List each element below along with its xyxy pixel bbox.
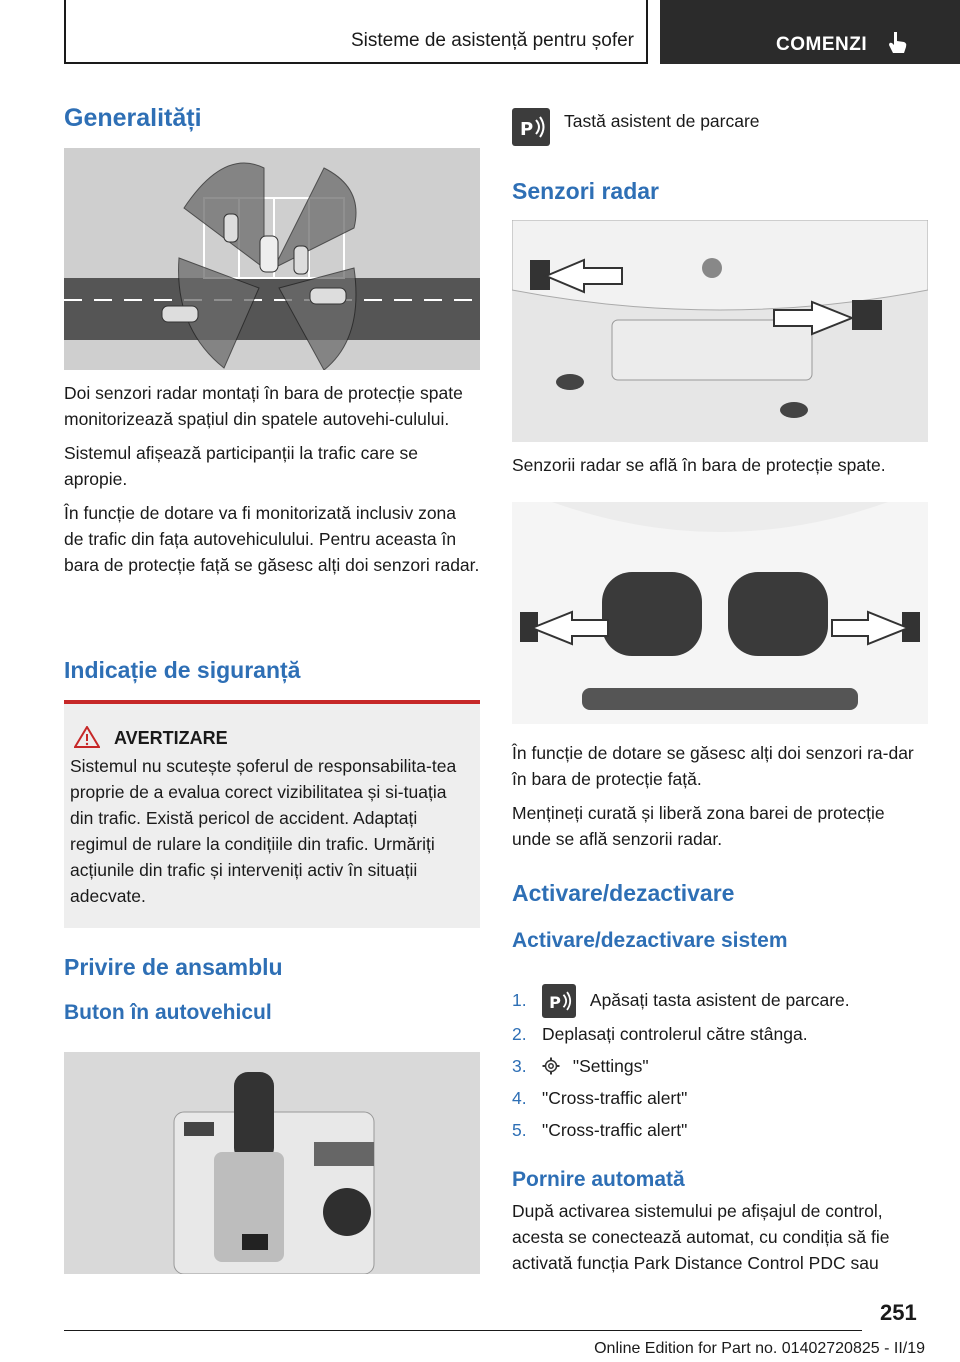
radar-front-text: În funcție de dotare se găsesc alți doi senzori ra-dar în bara de protecție față. [512,743,914,789]
footer-divider [64,1330,862,1331]
gear-icon [542,1057,560,1075]
svg-text:P: P [520,119,534,140]
warning-text: Sistemul nu scutește șoferul de responsabilita-tea proprie de a evalua corect vizibilitatea și si-tuația din trafic. Există pericol de accident. Adaptați regimul de rulare la condițiile din trafic. Urmăriți acțiunile din trafic și interveniți activ în situații adecvate. [70,756,457,906]
center-console-photo [64,1052,480,1274]
radar-zones-diagram [64,148,480,370]
general-paragraph-1: Doi senzori radar montați în bara de protecție spate monitorizează spațiul din spatele autovehi-culului. [64,383,463,429]
heading-auto-start: Pornire automată [512,1168,685,1191]
radar-rear-text: Senzorii radar se află în bara de protecție spate. [512,455,886,475]
list-item: 2. Deplasați controlerul către stânga. [512,1024,808,1045]
heading-button: Buton în autovehicul [64,1001,272,1024]
button-caption: Tastă asistent de parcare [564,111,760,131]
list-item: 5. "Cross-traffic alert" [512,1120,688,1141]
park-assist-button-icon [512,108,550,146]
list-item: 1. P Apăsați tasta asistent de parcare. [512,984,928,1018]
heading-general: Generalități [64,104,202,132]
heading-safety: Indicație de siguranță [64,657,301,683]
heading-activation: Activare/dezactivare [512,880,735,906]
heading-radar: Senzori radar [512,178,659,204]
park-assist-button-icon [542,984,576,1018]
footer-edition: Online Edition for Part no. 01402720825 - II/19 [594,1340,925,1357]
list-item: 3. "Settings" [512,1056,649,1077]
rear-bumper-photo [512,220,928,442]
general-paragraph-3: În funcție de dotare va fi monitorizată inclusiv zona de trafic din fața autovehiculului. Pentru aceasta în bara de protecție față se găsesc alți doi senzori radar. [64,503,480,575]
warning-box [64,700,480,928]
warning-title: AVERTIZARE [114,728,228,748]
heading-activation-system: Activare/dezactivare sistem [512,929,788,952]
activation-steps [512,984,928,1146]
header-chapter-label: COMENZI [776,34,868,55]
header-chapter-tab [660,0,960,64]
header-section-title: Sisteme de asistență pentru șofer [64,0,648,64]
list-item: 4. "Cross-traffic alert" [512,1088,688,1109]
pointing-hand-icon [887,30,909,54]
radar-coverage-illustration [64,148,480,370]
heading-overview: Privire de ansamblu [64,954,283,980]
general-paragraph-2: Sistemul afișează participanții la trafic care se apropie. [64,443,419,489]
warning-triangle-icon [74,726,100,748]
radar-clean-text: Mențineți curată și liberă zona barei de protecție unde se află senzorii radar. [512,803,885,849]
front-bumper-photo [512,502,928,724]
svg-text:P: P [549,993,561,1013]
auto-start-text: După activarea sistemului pe afișajul de control, acesta se conectează automat, cu condiția să fie activată funcția Park Distance Control PDC sau [512,1201,890,1273]
page-number: 251 [880,1300,917,1325]
